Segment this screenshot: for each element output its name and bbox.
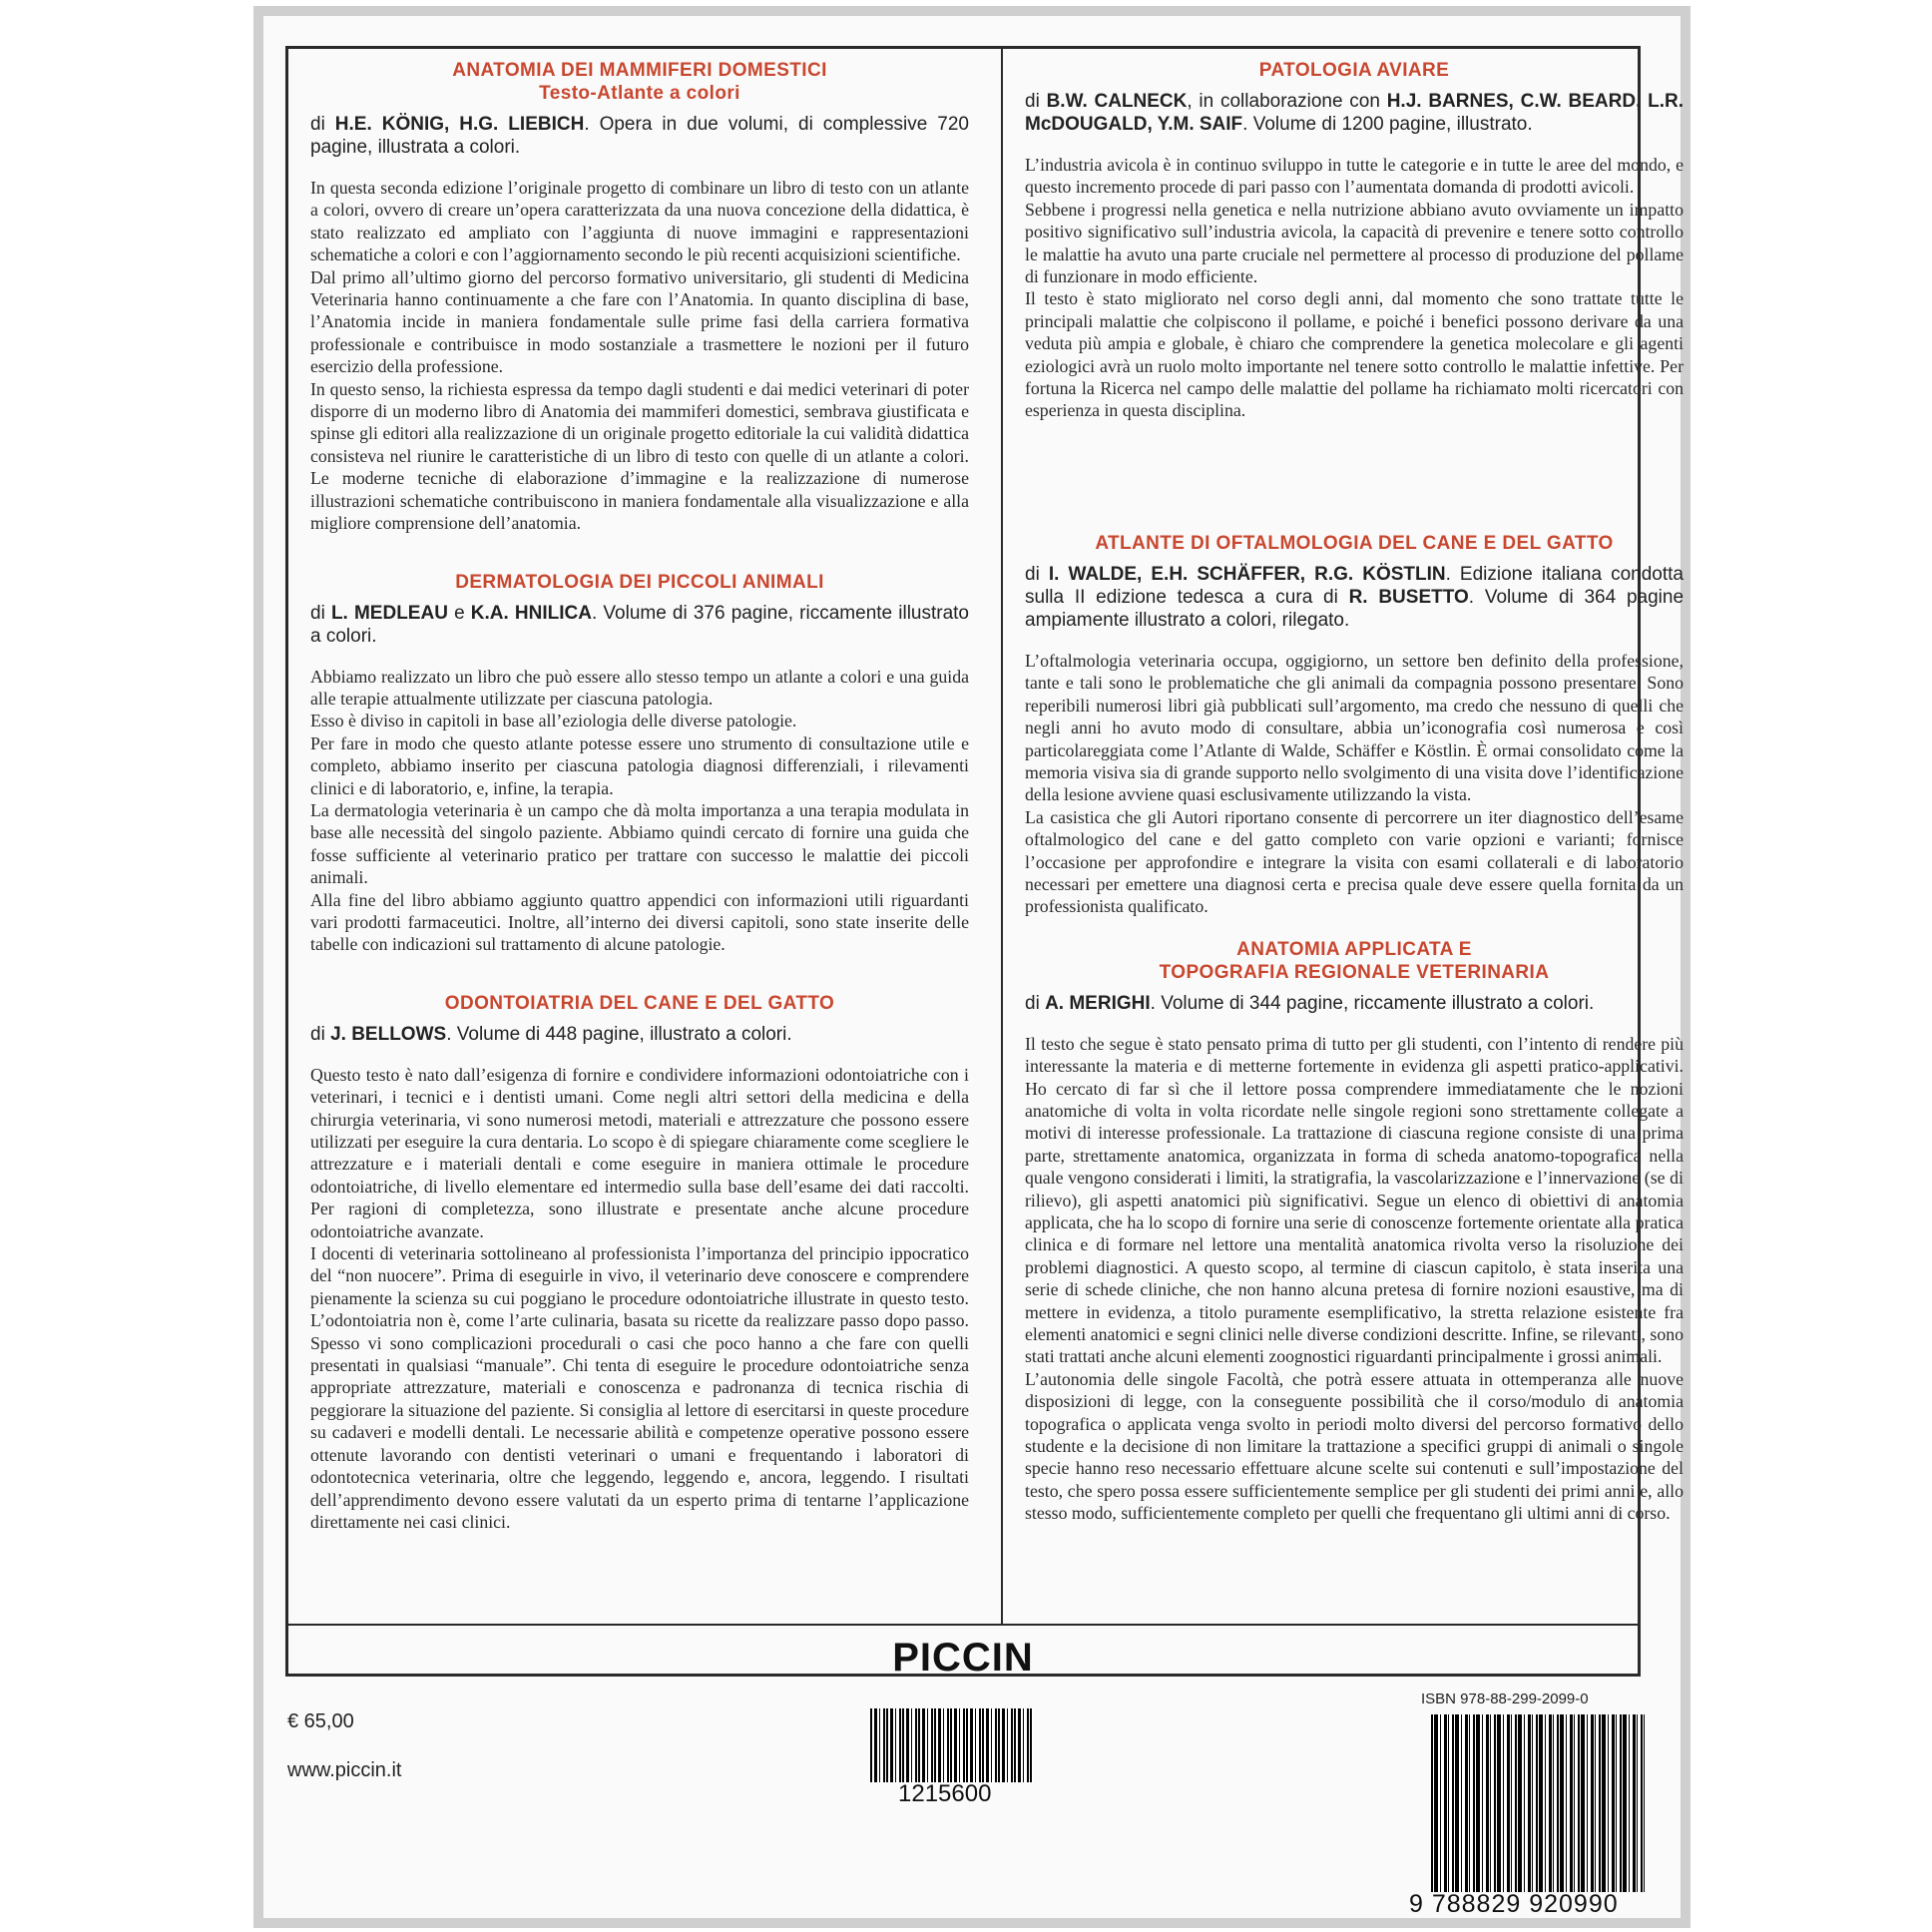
ean-barcode-number: 9 788829 920990: [1409, 1890, 1619, 1918]
book-byline: di I. WALDE, E.H. SCHÄFFER, R.G. KÖSTLIN. Edizione italiana condotta sulla II edizione tedesca a cura di R. BUSETTO. Volume di 364 pagine ampiamente illustrato a colori, rilegato.: [1025, 563, 1685, 631]
book-odontoiatria: [310, 992, 969, 1534]
price-label: € 65,00: [287, 1710, 354, 1732]
book-editor: R. BUSETTO: [1348, 586, 1469, 608]
content-frame: [285, 46, 1685, 1680]
book-authors: A. MERIGHI: [1045, 992, 1151, 1014]
book-authors: H.E. KÖNIG, H.G. LIEBICH: [334, 114, 585, 135]
book-title: ATLANTE DI OFTALMOLOGIA DEL CANE E DEL GATTO: [1095, 532, 1614, 554]
column-divider: [1001, 49, 1003, 1624]
website-link[interactable]: www.piccin.it: [287, 1759, 402, 1781]
book-description: Questo testo è nato dall’esigenza di fornire e condividere informazioni odontoiatriche con i veterinari, i tecnici e i dentisti umani. Come negli altri settori della medicina e della chirurgia veterinaria, vi sono numerosi metodi, materiali e attrezzature che possono essere utilizzati per eseguire la cura dentaria. Lo scopo è di spiegare chiaramente come scegliere le attrezzature e i materiali dentali e come eseguire in maniera ottimale le procedure odontoiatriche, di livello elementare ed intermedio sulla base dell’esame dei dati raccolti. Per ragioni di completezza, sono illustrate e presentate anche alcune procedure odontoiatriche avanzate. I docenti di veterinaria sottolineano al professionista l’importanza del principio ippocratico del “non nuocere”. Prima di eseguirle in vivo, il veterinario deve conoscere e comprendere pienamente la scienza su cui poggiano le procedure odontoiatriche illustrate in questo testo. L’odontoiatria non è, come l’arte culinaria, basata su ricette da realizzare passo dopo passo. Spesso vi sono complicazioni procedurali o casi che poco hanno a che fare con quelli presentati in qualsiasi “manuale”. Chi tenta di eseguire le procedure odontoiatriche senza appropriate attrezzature, materiali e conoscenza e padronanza di tecnica rischia di peggiorare la situazione del paziente. Si consiglia al lettore di esercitarsi in queste procedure su cadaveri e modelli dentali. Le necessarie abilità e competenze operative possono essere ottenute lavorando con dentisti veterinari o umani e frequentando i laboratori di odontotecnica veterinaria, oltre che leggendo, leggendo e, ancora, leggendo. I risultati dell’apprendimento devono essere valutati da un esperto prima di tentarne l’applicazione direttamente nei casi clinici.: [310, 1064, 969, 1532]
book-title: ANATOMIA APPLICATA E: [1236, 938, 1472, 960]
book-title: PATOLOGIA AVIARE: [1258, 60, 1450, 81]
book-title: DERMATOLOGIA DEI PICCOLI ANIMALI: [455, 571, 824, 593]
book-patologia-aviare: [1025, 59, 1684, 422]
book-byline: di H.E. KÖNIG, H.G. LIEBICH. Opera in due volumi, di complessive 720 pagine, illustrata a colori.: [310, 114, 969, 158]
book-byline: di A. MERIGHI. Volume di 344 pagine, riccamente illustrato a colori.: [1025, 992, 1595, 1014]
book-anatomia-applicata: [1025, 938, 1684, 1525]
internal-barcode-number: 1215600: [898, 1780, 992, 1807]
book-subtitle: Testo-Atlante a colori: [539, 83, 740, 104]
book-description: Il testo che segue è stato pensato prima di tutto per gli studenti, con l’intento di rendere più interessante la materia e di metterne fortemente in evidenza gli aspetti pratico-applicativi. Ho cercato di far sì che il lettore possa comprendere immediatamente che le nozioni anatomiche di volta in volta ricordate nelle singole regioni sono strettamente collegate a motivi di interesse professionale. La trattazione di ciascuna regione consiste di una prima parte, strettamente anatomica, organizzata in forma di scheda anatomo-topografica nella quale vengono considerati i limiti, la stratigrafia, la vascolarizzazione e l’innervazione (se di rilievo), gli aspetti anatomici più significativi. Segue un elenco di obiettivi di anatomia applicata, che ha lo scopo di fornire una serie di conoscenze fortemente orientate alla pratica clinica e di formare nel lettore una mentalità anatomica rivolta verso la risoluzione dei problemi diagnostici. A questo scopo, al termine di ciascun capitolo, è stata inserita una serie di schede cliniche, che non hanno alcuna pretesa di fornire nozioni esaustive, ma di mettere in evidenza, a titolo puramente esemplificativo, la stretta relazione esistente fra elementi anatomici e segni clinici nelle diverse condizioni descritte. Infine, se rilevanti, sono stati trattati anche alcuni elementi zoognostici riguardanti principalmente i grossi animali. L’autonomia delle singole Facoltà, che potrà essere attuata in ottemperanza alle nuove disposizioni di legge, con la conseguente possibilità che il corso/modulo di anatomia topografica o applicata venga svolto in periodi molto diversi del percorso formativo dello studente e la decisione di non limitare la trattazione a specifici gruppi di animali o singole specie hanno reso necessario effettuare alcune scelte sui contenuti e sull’impostazione del testo, che spero possa essere sufficientemente semplice per gli studenti dei primi anni e, allo stesso modo, sufficientemente completo per quelli che frequentano gli ultimi anni di corso.: [1025, 1033, 1684, 1524]
footer-divider: [288, 1624, 1638, 1626]
book-authors: H.J. BARNES, C.W. BEARD, L.R. McDOUGALD, Y.M. SAIF: [1025, 91, 1685, 135]
book-author: L. MEDLEAU: [330, 602, 448, 624]
publisher-logo: PICCIN: [892, 1636, 1034, 1680]
book-byline: di J. BELLOWS. Volume di 448 pagine, illustrato a colori.: [310, 1023, 792, 1045]
book-description: L’industria avicola è in continuo sviluppo in tutte le categorie e in tutte le aree del mondo, e questo incremento procede di pari passo con l’aumentata domanda di prodotti avicoli. Sebbene i progressi nella genetica e nella nutrizione abbiano avuto ovviamente un impatto positivo significativo sull’industria avicola, la capacità di prevenire e tenere sotto controllo le malattie ha avuto una parte cruciale nel permettere al processo di produzione del pollame di funzionare in modo efficiente. Il testo è stato migliorato nel corso degli anni, dal momento che sono trattate tutte le principali malattie che colpiscono il pollame, e poiché i benefici possono derivare da una veduta più ampia e globale, è chiaro che comprendere la genetica molecolare e gli agenti eziologici avrà un ruolo molto importante nel tenere sotto controllo le malattie infettive. Per fortuna la Ricerca nel campo delle malattie del pollame ha richiamato molti ricercatori con esperienza in questa disciplina.: [1025, 155, 1684, 421]
book-author: K.A. HNILICA: [470, 602, 592, 624]
book-back-cover: [253, 6, 1690, 1928]
internal-barcode: [870, 1708, 1034, 1782]
right-column: [1025, 59, 1684, 1561]
book-authors: I. WALDE, E.H. SCHÄFFER, R.G. KÖSTLIN: [1048, 563, 1446, 585]
book-description: L’oftalmologia veterinaria occupa, oggigiorno, un settore ben definito della professione, tante e tali sono le problematiche che gli animali da compagnia possono presentare. Sono reperibili numerosi libri già pubblicati sull’argomento, ma credo che nessuno di quelli che negli anni ho avuto modo di consultare, abbia un’iconografia così numerosa e così particolareggiata come l’Atlante di Walde, Schäffer e Köstlin. È ormai consolidato come la memoria visiva sia di grande supporto nello svolgimento di una visita dove l’identificazione della lesione avviene quasi esclusivamente utilizzando la vista. La casistica che gli Autori riportano consente di percorrere un iter diagnostico dell’esame oftalmologico del cane e del gatto completo con varie opzioni e varianti; fornisce l’occasione per approfondire e integrare la visita con esami collaterali e di laboratorio necessari per emettere una diagnosi certa e precisa quale deve essere quella fornita da un professionista qualificato.: [1025, 650, 1684, 917]
book-dermatologia: [310, 571, 969, 956]
book-title: ANATOMIA DEI MAMMIFERI DOMESTICI: [452, 60, 827, 81]
isbn-label: ISBN 978-88-299-2099-0: [1421, 1690, 1589, 1707]
book-byline: di B.W. CALNECK, in collaborazione con H.J. BARNES, C.W. BEARD, L.R. McDOUGALD, Y.M. SAIF. Volume di 1200 pagine, illustrato.: [1025, 91, 1685, 135]
book-anatomia-mammiferi: [310, 59, 969, 535]
book-description: In questa seconda edizione l’originale progetto di combinare un libro di testo con un atlante a colori, ovvero di creare un’opera caratterizzata da una nuova concezione della didattica, è stato realizzato ed ampliato con l’aggiunta di nuove immagini e rappresentazioni schematiche a colori e con l’aggiornamento secondo le più recenti acquisizioni scientifiche. Dal primo all’ultimo giorno del percorso formativo universitario, gli studenti di Medicina Veterinaria hanno continuamente a che fare con l’Anatomia. In quanto disciplina di base, l’Anatomia incide in maniera fondamentale sulle prime fasi della carriera formativa professionale e contribuisce in modo sostanziale a trasmettere le nozioni per il futuro esercizio della professione. In questo senso, la richiesta espressa da tempo dagli studenti e dai medici veterinari di poter disporre di un moderno libro di Anatomia dei mammiferi domestici, sembrava giustificata e spinse gli editori alla realizzazione di un originale progetto editoriale la cui validità didattica consisteva nel riunire le caratteristiche di un libro di testo con quelle di un atlante a colori. Le moderne tecniche di elaborazione d’immagine e la realizzazione di numerose illustrazioni schematiche contribuiscono in maniera fondamentale alla visualizzazione e alla migliore comprensione dell’anatomia.: [310, 178, 969, 534]
book-authors: J. BELLOWS: [330, 1023, 447, 1045]
book-title-line-2: TOPOGRAFIA REGIONALE VETERINARIA: [1159, 961, 1550, 983]
book-byline: di L. MEDLEAU e K.A. HNILICA. Volume di 376 pagine, riccamente illustrato a colori.: [310, 602, 970, 647]
book-oftalmologia: [1025, 532, 1684, 918]
book-author: B.W. CALNECK: [1046, 91, 1188, 112]
left-column: [310, 59, 969, 1569]
book-title: ODONTOIATRIA DEL CANE E DEL GATTO: [444, 992, 835, 1014]
ean-barcode: [1431, 1714, 1645, 1892]
book-description: Abbiamo realizzato un libro che può essere allo stesso tempo un atlante a colori e una guida alle terapie attualmente utilizzate per ciascuna patologia. Esso è diviso in capitoli in base all’eziologia delle diverse patologie. Per fare in modo che questo atlante potesse essere uno strumento di consultazione utile e completo, abbiamo inserito per ciascuna patologia diagnosi differenziali, i rilevamenti clinici e di laboratorio, e, infine, la terapia. La dermatologia veterinaria è un campo che dà molta importanza a una terapia modulata in base alle necessità del singolo paziente. Abbiamo quindi cercato di fornire una guida che fosse sufficiente al veterinario pratico per trattare con successo le malattie dei piccoli animali. Alla fine del libro abbiamo aggiunto quattro appendici con informazioni utili riguardanti vari prodotti farmaceutici. Inoltre, all’interno dei diversi capitoli, sono state inserite delle tabelle con indicazioni sul trattamento di alcune patologie.: [310, 666, 969, 955]
